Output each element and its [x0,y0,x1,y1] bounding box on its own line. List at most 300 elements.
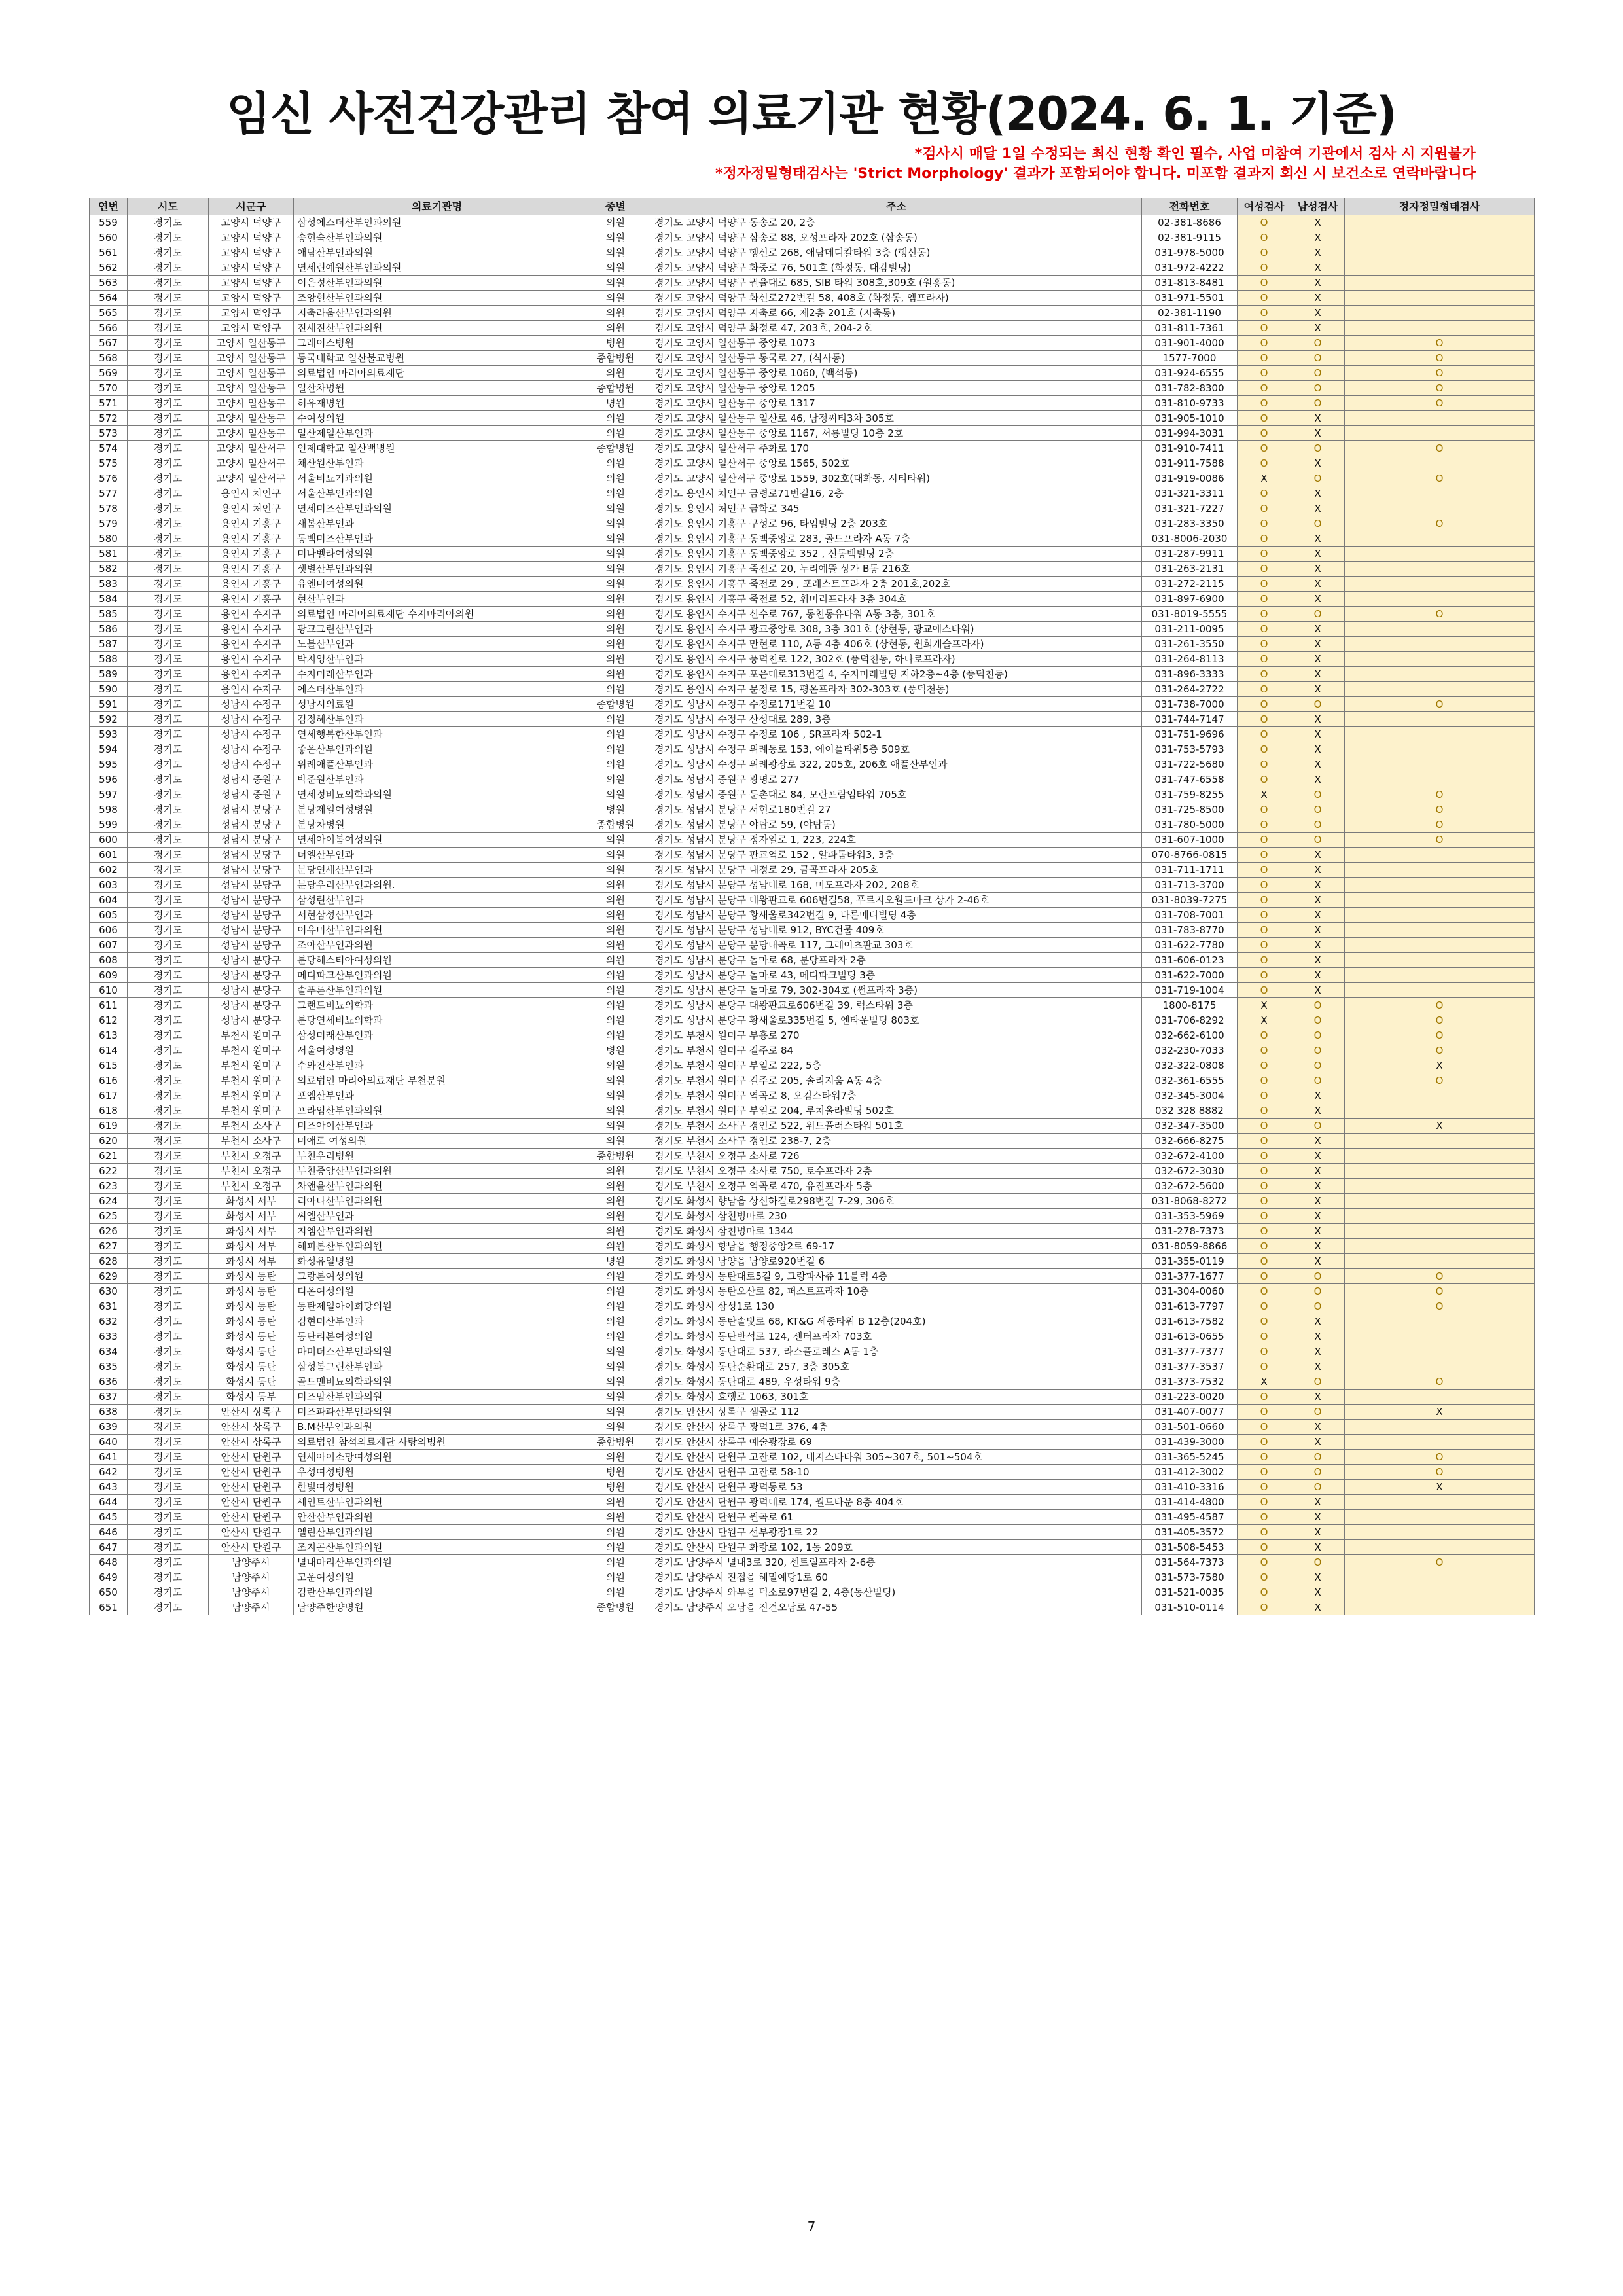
cell-phone: 031-410-3316 [1142,1480,1238,1495]
cell-female-test: O [1238,396,1291,411]
cell-province: 경기도 [128,1405,209,1420]
cell-province: 경기도 [128,863,209,878]
cell-morphology-test: O [1345,471,1535,486]
cell-type: 의원 [580,276,651,291]
cell-institution: 연세아이소망여성의원 [294,1450,580,1465]
table-row [90,471,1535,486]
cell-district: 남양주시 [209,1600,294,1615]
cell-female-test: O [1238,411,1291,426]
cell-type: 의원 [580,998,651,1013]
cell-male-test: O [1291,1450,1345,1465]
cell-address: 경기도 성남시 분당구 정자일로 1, 223, 224호 [651,833,1142,848]
cell-district: 안산시 상록구 [209,1435,294,1450]
cell-no: 625 [90,1209,128,1224]
cell-district: 고양시 일산동구 [209,351,294,366]
cell-phone: 031-8019-5555 [1142,607,1238,622]
cell-no: 627 [90,1239,128,1254]
cell-institution: 광교그린산부인과 [294,622,580,637]
cell-phone: 032-666-8275 [1142,1134,1238,1149]
cell-no: 592 [90,712,128,727]
cell-female-test: O [1238,968,1291,983]
cell-morphology-test [1345,1540,1535,1555]
cell-district: 성남시 수정구 [209,757,294,772]
table-row [90,893,1535,908]
cell-type: 의원 [580,863,651,878]
cell-morphology-test [1345,983,1535,998]
cell-province: 경기도 [128,1299,209,1314]
cell-male-test: X [1291,983,1345,998]
cell-male-test: X [1291,276,1345,291]
cell-female-test: O [1238,1450,1291,1465]
cell-no: 618 [90,1103,128,1119]
cell-institution: 분당제일여성병원 [294,802,580,817]
cell-female-test: O [1238,953,1291,968]
cell-institution: 의료법인 마리아의료재단 수지마리아의원 [294,607,580,622]
col-header-province: 시도 [128,198,209,215]
cell-address: 경기도 안산시 단원구 고잔로 102, 대지스타타워 305~307호, 501~504호 [651,1450,1142,1465]
table-row [90,230,1535,245]
cell-female-test: X [1238,998,1291,1013]
cell-type: 의원 [580,968,651,983]
cell-type: 의원 [580,727,651,742]
table-row [90,697,1535,712]
cell-address: 경기도 남양주시 별내3로 320, 센트럴프라자 2-6층 [651,1555,1142,1570]
cell-province: 경기도 [128,366,209,381]
cell-female-test: O [1238,336,1291,351]
cell-institution: 연세행복한산부인과 [294,727,580,742]
cell-address: 경기도 화성시 동탄오산로 82, 퍼스트프라자 10층 [651,1284,1142,1299]
cell-address: 경기도 고양시 덕양구 권율대로 685, SIB 타워 308호,309호 (원흥동) [651,276,1142,291]
cell-district: 성남시 분당구 [209,893,294,908]
cell-female-test: O [1238,817,1291,833]
col-header-phone: 전화번호 [1142,198,1238,215]
cell-district: 성남시 분당구 [209,968,294,983]
col-header-morphology-test: 정자정밀형태검사 [1345,198,1535,215]
cell-male-test: O [1291,1073,1345,1088]
cell-province: 경기도 [128,968,209,983]
cell-phone: 031-211-0095 [1142,622,1238,637]
cell-address: 경기도 성남시 분당구 돌마로 43, 메디파크빌딩 3층 [651,968,1142,983]
cell-no: 620 [90,1134,128,1149]
table-row [90,1495,1535,1510]
cell-type: 의원 [580,893,651,908]
cell-male-test: X [1291,1224,1345,1239]
cell-institution: 좋은산부인과의원 [294,742,580,757]
notice-line-1: *검사시 매달 1일 수정되는 최신 현황 확인 필수, 사업 미참여 기관에서 검사 시 지원불가 [914,146,1476,162]
cell-morphology-test [1345,682,1535,697]
cell-province: 경기도 [128,878,209,893]
cell-type: 병원 [580,1465,651,1480]
cell-female-test: O [1238,547,1291,562]
cell-district: 용인시 기흥구 [209,531,294,547]
cell-institution: 의료법인 마리아의료재단 [294,366,580,381]
cell-address: 경기도 고양시 덕양구 동송로 20, 2층 [651,215,1142,230]
cell-province: 경기도 [128,1119,209,1134]
cell-phone: 031-377-3537 [1142,1359,1238,1374]
cell-phone: 031-412-3002 [1142,1465,1238,1480]
cell-phone: 031-813-8481 [1142,276,1238,291]
cell-phone: 031-622-7000 [1142,968,1238,983]
cell-address: 경기도 성남시 분당구 돌마로 79, 302-304호 (썬프라자 3층) [651,983,1142,998]
cell-address: 경기도 화성시 삼천병마로 230 [651,1209,1142,1224]
cell-address: 경기도 안산시 단원구 고잔로 58-10 [651,1465,1142,1480]
cell-province: 경기도 [128,757,209,772]
cell-female-test: O [1238,848,1291,863]
table-row [90,667,1535,682]
cell-morphology-test [1345,772,1535,787]
cell-address: 경기도 용인시 기흥구 구성로 96, 타임빌딩 2층 203호 [651,516,1142,531]
cell-no: 567 [90,336,128,351]
cell-female-test: O [1238,1043,1291,1058]
cell-male-test: X [1291,953,1345,968]
cell-district: 고양시 덕양구 [209,260,294,276]
cell-province: 경기도 [128,486,209,501]
cell-phone: 031-321-3311 [1142,486,1238,501]
cell-province: 경기도 [128,652,209,667]
cell-phone: 031-573-7580 [1142,1570,1238,1585]
cell-phone: 02-381-1190 [1142,306,1238,321]
cell-morphology-test [1345,938,1535,953]
cell-institution: 분당연세산부인과 [294,863,580,878]
cell-address: 경기도 부천시 원미구 부일로 222, 5층 [651,1058,1142,1073]
cell-male-test: O [1291,1269,1345,1284]
cell-type: 의원 [580,1284,651,1299]
cell-female-test: O [1238,1149,1291,1164]
cell-male-test: X [1291,1103,1345,1119]
cell-male-test: O [1291,381,1345,396]
cell-female-test: O [1238,245,1291,260]
cell-type: 의원 [580,1495,651,1510]
cell-morphology-test: O [1345,1284,1535,1299]
cell-no: 643 [90,1480,128,1495]
table-row [90,938,1535,953]
cell-male-test: O [1291,471,1345,486]
cell-province: 경기도 [128,381,209,396]
table-row [90,607,1535,622]
cell-address: 경기도 부천시 오정구 역곡로 470, 유진프라자 5층 [651,1179,1142,1194]
cell-type: 의원 [580,531,651,547]
cell-address: 경기도 성남시 수정구 위례동로 153, 에이플타워5층 509호 [651,742,1142,757]
cell-address: 경기도 부천시 원미구 부일로 204, 루치올라빌딩 502호 [651,1103,1142,1119]
cell-morphology-test: O [1345,1013,1535,1028]
cell-institution: 연세아이봄여성의원 [294,833,580,848]
cell-phone: 031-287-9911 [1142,547,1238,562]
cell-phone: 032-347-3500 [1142,1119,1238,1134]
cell-morphology-test [1345,878,1535,893]
cell-morphology-test [1345,1495,1535,1510]
cell-phone: 031-377-7377 [1142,1344,1238,1359]
cell-no: 589 [90,667,128,682]
cell-no: 633 [90,1329,128,1344]
cell-morphology-test [1345,486,1535,501]
cell-female-test: O [1238,667,1291,682]
table-row [90,1149,1535,1164]
cell-female-test: O [1238,697,1291,712]
cell-male-test: O [1291,1013,1345,1028]
cell-phone: 031-782-8300 [1142,381,1238,396]
table-row [90,908,1535,923]
cell-male-test: O [1291,1465,1345,1480]
cell-district: 고양시 덕양구 [209,321,294,336]
cell-type: 의원 [580,1344,651,1359]
cell-morphology-test [1345,1344,1535,1359]
cell-type: 의원 [580,607,651,622]
cell-address: 경기도 남양주시 진접읍 해밀예당1로 60 [651,1570,1142,1585]
cell-institution: 삼성미래산부인과 [294,1028,580,1043]
cell-type: 의원 [580,772,651,787]
cell-type: 종합병원 [580,351,651,366]
cell-province: 경기도 [128,1149,209,1164]
cell-type: 의원 [580,1420,651,1435]
cell-district: 성남시 수정구 [209,727,294,742]
cell-male-test: X [1291,562,1345,577]
cell-no: 631 [90,1299,128,1314]
cell-province: 경기도 [128,772,209,787]
cell-province: 경기도 [128,1043,209,1058]
cell-type: 의원 [580,848,651,863]
table-row [90,1194,1535,1209]
cell-type: 의원 [580,1134,651,1149]
cell-phone: 031-355-0119 [1142,1254,1238,1269]
cell-morphology-test: O [1345,1555,1535,1570]
cell-institution: 세인트산부인과의원 [294,1495,580,1510]
cell-province: 경기도 [128,787,209,802]
cell-phone: 031-263-2131 [1142,562,1238,577]
cell-province: 경기도 [128,1435,209,1450]
cell-morphology-test [1345,411,1535,426]
cell-male-test: X [1291,893,1345,908]
cell-type: 의원 [580,1179,651,1194]
cell-type: 종합병원 [580,1600,651,1615]
cell-district: 부천시 원미구 [209,1088,294,1103]
cell-district: 화성시 서부 [209,1254,294,1269]
cell-morphology-test [1345,1164,1535,1179]
cell-province: 경기도 [128,321,209,336]
cell-female-test: O [1238,757,1291,772]
cell-type: 병원 [580,1480,651,1495]
cell-province: 경기도 [128,1390,209,1405]
cell-no: 606 [90,923,128,938]
cell-morphology-test [1345,426,1535,441]
cell-phone: 031-780-5000 [1142,817,1238,833]
cell-type: 의원 [580,562,651,577]
cell-institution: 일산차병원 [294,381,580,396]
cell-no: 586 [90,622,128,637]
cell-morphology-test [1345,260,1535,276]
cell-district: 성남시 분당구 [209,983,294,998]
cell-address: 경기도 안산시 단원구 원곡로 61 [651,1510,1142,1525]
cell-institution: 그레이스병원 [294,336,580,351]
cell-type: 의원 [580,1269,651,1284]
cell-address: 경기도 고양시 덕양구 지축로 66, 제2층 201호 (지축동) [651,306,1142,321]
cell-male-test: X [1291,456,1345,471]
cell-male-test: X [1291,1390,1345,1405]
cell-morphology-test [1345,1254,1535,1269]
cell-type: 의원 [580,471,651,486]
cell-province: 경기도 [128,1540,209,1555]
cell-morphology-test [1345,923,1535,938]
cell-institution: 애담산부인과의원 [294,245,580,260]
cell-institution: 더엘산부인과 [294,848,580,863]
cell-no: 604 [90,893,128,908]
cell-phone: 031-713-3700 [1142,878,1238,893]
cell-female-test: O [1238,833,1291,848]
cell-morphology-test [1345,592,1535,607]
table-row [90,742,1535,757]
table-row [90,260,1535,276]
cell-address: 경기도 용인시 수지구 광교중앙로 308, 3층 301호 (상현동, 광교에스타워) [651,622,1142,637]
cell-district: 고양시 덕양구 [209,306,294,321]
cell-male-test: O [1291,1284,1345,1299]
cell-institution: 동탄리본여성의원 [294,1329,580,1344]
cell-district: 고양시 일산동구 [209,411,294,426]
cell-address: 경기도 용인시 기흥구 죽전로 52, 휘미리프라자 3층 304호 [651,592,1142,607]
cell-female-test: O [1238,366,1291,381]
cell-no: 576 [90,471,128,486]
cell-no: 610 [90,983,128,998]
cell-type: 의원 [580,456,651,471]
cell-type: 의원 [580,1525,651,1540]
cell-female-test: O [1238,1269,1291,1284]
cell-type: 의원 [580,908,651,923]
cell-phone: 031-708-7001 [1142,908,1238,923]
cell-female-test: O [1238,1103,1291,1119]
cell-type: 종합병원 [580,1149,651,1164]
cell-phone: 031-897-6900 [1142,592,1238,607]
cell-male-test: X [1291,1540,1345,1555]
cell-province: 경기도 [128,1329,209,1344]
cell-phone: 032-345-3004 [1142,1088,1238,1103]
cell-phone: 031-919-0086 [1142,471,1238,486]
table-row [90,1119,1535,1134]
table-row [90,1164,1535,1179]
cell-district: 남양주시 [209,1555,294,1570]
cell-morphology-test [1345,1525,1535,1540]
cell-institution: 의료법인 참석의료재단 사랑의병원 [294,1435,580,1450]
cell-district: 성남시 분당구 [209,878,294,893]
cell-type: 의원 [580,1088,651,1103]
cell-male-test: X [1291,592,1345,607]
cell-institution: 디온여성의원 [294,1284,580,1299]
cell-institution: 고운여성의원 [294,1570,580,1585]
cell-male-test: O [1291,998,1345,1013]
cell-phone: 031-414-4800 [1142,1495,1238,1510]
cell-institution: 분당차병원 [294,817,580,833]
cell-type: 의원 [580,833,651,848]
cell-province: 경기도 [128,1495,209,1510]
cell-morphology-test: O [1345,1043,1535,1058]
cell-male-test: X [1291,215,1345,230]
cell-district: 안산시 단원구 [209,1465,294,1480]
cell-province: 경기도 [128,998,209,1013]
cell-address: 경기도 성남시 수정구 수정로171번길 10 [651,697,1142,712]
cell-morphology-test: O [1345,697,1535,712]
cell-province: 경기도 [128,411,209,426]
table-row [90,1073,1535,1088]
cell-morphology-test [1345,727,1535,742]
cell-phone: 032-672-5600 [1142,1179,1238,1194]
cell-district: 용인시 수지구 [209,682,294,697]
cell-no: 587 [90,637,128,652]
cell-male-test: X [1291,742,1345,757]
cell-morphology-test: O [1345,381,1535,396]
cell-type: 의원 [580,1209,651,1224]
cell-district: 성남시 분당구 [209,802,294,817]
cell-male-test: X [1291,1164,1345,1179]
cell-no: 594 [90,742,128,757]
cell-type: 의원 [580,983,651,998]
cell-institution: 김정혜산부인과 [294,712,580,727]
cell-province: 경기도 [128,426,209,441]
cell-phone: 031-377-1677 [1142,1269,1238,1284]
cell-no: 593 [90,727,128,742]
cell-morphology-test: O [1345,787,1535,802]
cell-address: 경기도 성남시 수정구 위례광장로 322, 205호, 206호 애플산부인과 [651,757,1142,772]
cell-female-test: O [1238,772,1291,787]
cell-district: 남양주시 [209,1585,294,1600]
table-row [90,577,1535,592]
cell-address: 경기도 화성시 동탄대로 489, 우성타워 9층 [651,1374,1142,1390]
cell-phone: 031-353-5969 [1142,1209,1238,1224]
table-row [90,757,1535,772]
cell-male-test: O [1291,1405,1345,1420]
cell-province: 경기도 [128,1058,209,1073]
cell-province: 경기도 [128,697,209,712]
cell-address: 경기도 안산시 단원구 화랑로 102, 1동 209호 [651,1540,1142,1555]
cell-phone: 032-672-3030 [1142,1164,1238,1179]
cell-type: 의원 [580,1013,651,1028]
cell-address: 경기도 부천시 오정구 소사로 750, 토수프라자 2층 [651,1164,1142,1179]
cell-no: 568 [90,351,128,366]
cell-phone: 031-747-6558 [1142,772,1238,787]
cell-district: 남양주시 [209,1570,294,1585]
cell-type: 의원 [580,1585,651,1600]
cell-phone: 031-738-7000 [1142,697,1238,712]
table-row [90,351,1535,366]
table-row [90,291,1535,306]
cell-male-test: X [1291,712,1345,727]
cell-male-test: O [1291,817,1345,833]
cell-male-test: X [1291,968,1345,983]
cell-type: 의원 [580,667,651,682]
cell-institution: 분당연세비뇨의학과 [294,1013,580,1028]
cell-district: 화성시 서부 [209,1239,294,1254]
cell-no: 570 [90,381,128,396]
cell-address: 경기도 성남시 분당구 성남대로 912, BYC건물 409호 [651,923,1142,938]
cell-institution: 삼성에스더산부인과의원 [294,215,580,230]
cell-address: 경기도 고양시 일산동구 중앙로 1060, (백석동) [651,366,1142,381]
cell-morphology-test: O [1345,441,1535,456]
cell-district: 성남시 분당구 [209,908,294,923]
cell-address: 경기도 성남시 분당구 황새울로342번길 9, 다른메디빌딩 4층 [651,908,1142,923]
cell-institution: 안산산부인과의원 [294,1510,580,1525]
cell-no: 579 [90,516,128,531]
cell-morphology-test [1345,1314,1535,1329]
cell-female-test: O [1238,1284,1291,1299]
cell-morphology-test: O [1345,1374,1535,1390]
cell-address: 경기도 성남시 분당구 성남대로 168, 미도프라자 202, 208호 [651,878,1142,893]
cell-male-test: X [1291,1254,1345,1269]
cell-no: 622 [90,1164,128,1179]
cell-type: 병원 [580,802,651,817]
cell-male-test: X [1291,426,1345,441]
cell-female-test: O [1238,1344,1291,1359]
cell-phone: 031-811-7361 [1142,321,1238,336]
cell-male-test: O [1291,787,1345,802]
cell-institution: 동백미즈산부인과 [294,531,580,547]
cell-district: 성남시 분당구 [209,953,294,968]
col-header-institution: 의료기관명 [294,198,580,215]
